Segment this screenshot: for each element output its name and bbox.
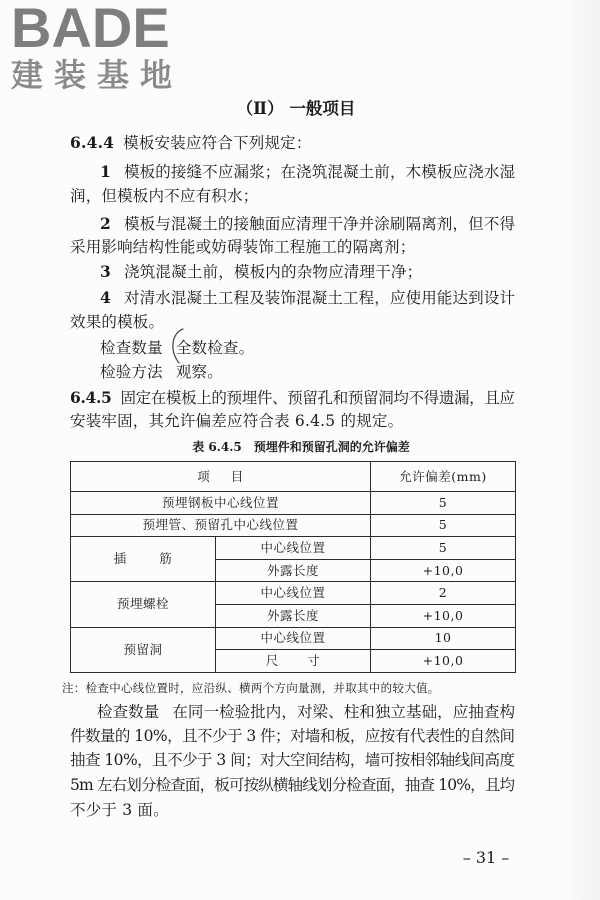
- cell-group-item: 插 筋: [71, 537, 216, 582]
- item-number: 4: [100, 288, 111, 307]
- inspection-method-text: 观察。: [175, 363, 223, 381]
- cell-tolerance: +10,0: [371, 559, 516, 582]
- page-number: – 31 –: [462, 848, 510, 867]
- clause-text: 固定在模板上的预埋件、预留孔和预留洞均不得遗漏，且应: [120, 389, 515, 407]
- cell-tolerance: 5: [371, 492, 516, 515]
- logo-subtitle: 建装基地: [11, 56, 184, 94]
- logo-brand: BADE: [11, 0, 170, 59]
- cell-group-item: 预埋螺栓: [71, 582, 216, 627]
- cell-item: 预埋钢板中心线位置: [71, 492, 371, 515]
- inspection-quantity-label: 检查数量: [97, 703, 160, 721]
- cell-tolerance: 5: [371, 514, 516, 537]
- table-row: [71, 582, 516, 605]
- item-number: 1: [100, 162, 111, 181]
- table-row: [71, 627, 516, 650]
- table-row: [71, 492, 516, 515]
- inspection-quantity-line: [100, 337, 515, 359]
- cell-check: 中心线位置: [216, 582, 371, 605]
- item-2-line-2: 采用影响结构性能或妨碍装饰工程施工的隔离剂；: [70, 238, 416, 256]
- inspection-paragraph-line-1: [97, 701, 515, 723]
- inspection-method-label: 检验方法: [100, 363, 163, 381]
- cell-check: 中心线位置: [216, 537, 371, 560]
- cell-check: 外露长度: [216, 559, 371, 582]
- section-heading: （Ⅱ） 一般项目: [236, 99, 356, 118]
- table-row: [71, 514, 516, 537]
- inspection-quantity-text: 全数检查。: [175, 339, 255, 357]
- item-4-line-2: 效果的模板。: [70, 313, 165, 331]
- table-caption-number: 表 6.4.5: [192, 440, 242, 454]
- inspection-paragraph-line-4: 5m 左右划分检查面，板可按纵横轴线划分检查面，抽查 10%，且均: [70, 776, 515, 794]
- table-header-row: [71, 462, 516, 492]
- table-caption: [150, 438, 452, 456]
- cell-check: 中心线位置: [216, 627, 371, 650]
- header-tolerance: 允许偏差(mm): [371, 462, 516, 492]
- item-3-line-1: [100, 261, 515, 283]
- inspection-quantity-label: 检查数量: [100, 339, 163, 357]
- table-caption-title: 预埋件和预留孔洞的允许偏差: [253, 440, 410, 454]
- clause-6-4-5-line-1: [70, 387, 515, 409]
- inspection-paragraph-line-5: 不少于 3 面。: [70, 801, 169, 819]
- clause-6-4-4-title: [70, 132, 515, 154]
- table-row: [71, 537, 516, 560]
- item-1-line-1: [100, 161, 515, 183]
- cell-check: 尺 寸: [216, 650, 371, 673]
- item-1-line-2: 润，但模板内不应有积水；: [70, 187, 259, 205]
- item-2-line-1: [100, 213, 515, 235]
- scan-edge-shadow: [560, 0, 600, 900]
- cell-tolerance: 5: [371, 537, 516, 560]
- inspection-paragraph-line-2: 件数量的 10%，且不少于 3 件；对墙和板，应按有代表性的自然间: [70, 727, 515, 745]
- item-text: 对清水混凝土工程及装饰混凝土工程，应使用能达到设计: [123, 289, 516, 307]
- inspection-text: 在同一检验批内，对梁、柱和独立基础，应抽查构: [172, 703, 516, 721]
- cell-tolerance: +10,0: [371, 604, 516, 627]
- item-number: 2: [100, 214, 111, 233]
- header-item: 项 目: [71, 462, 371, 492]
- clause-6-4-5-line-2: 安装牢固，其允许偏差应符合表 6.4.5 的规定。: [70, 412, 404, 430]
- cell-tolerance: 10: [371, 627, 516, 650]
- clause-number: 6.4.5: [70, 388, 112, 407]
- item-text: 模板的接缝不应漏浆；在浇筑混凝土前，木模板应浇水湿: [123, 163, 516, 181]
- item-number: 3: [100, 262, 111, 281]
- item-text: 浇筑混凝土前，模板内的杂物应清理干净；: [124, 263, 423, 281]
- cell-check: 外露长度: [216, 604, 371, 627]
- inspection-paragraph-line-3: 抽查 10%，且不少于 3 间；对大空间结构，墙可按相邻轴线间高度: [70, 751, 515, 769]
- cell-tolerance: 2: [371, 582, 516, 605]
- inspection-method-line: [100, 361, 515, 383]
- clause-intro: 模板安装应符合下列规定：: [123, 134, 312, 152]
- tolerance-table: [70, 461, 516, 673]
- table-note: 注：检查中心线位置时，应沿纵、横两个方向量测，并取其中的较大值。: [62, 681, 440, 695]
- clause-number: 6.4.4: [70, 133, 115, 152]
- item-text: 模板与混凝土的接触面应清理干净并涂刷隔离剂，但不得: [123, 215, 516, 233]
- cell-item: 预埋管、预留孔中心线位置: [71, 514, 371, 537]
- cell-group-item: 预留洞: [71, 627, 216, 672]
- cell-tolerance: +10,0: [371, 650, 516, 673]
- pencil-mark: [166, 326, 188, 366]
- item-4-line-1: [100, 287, 515, 309]
